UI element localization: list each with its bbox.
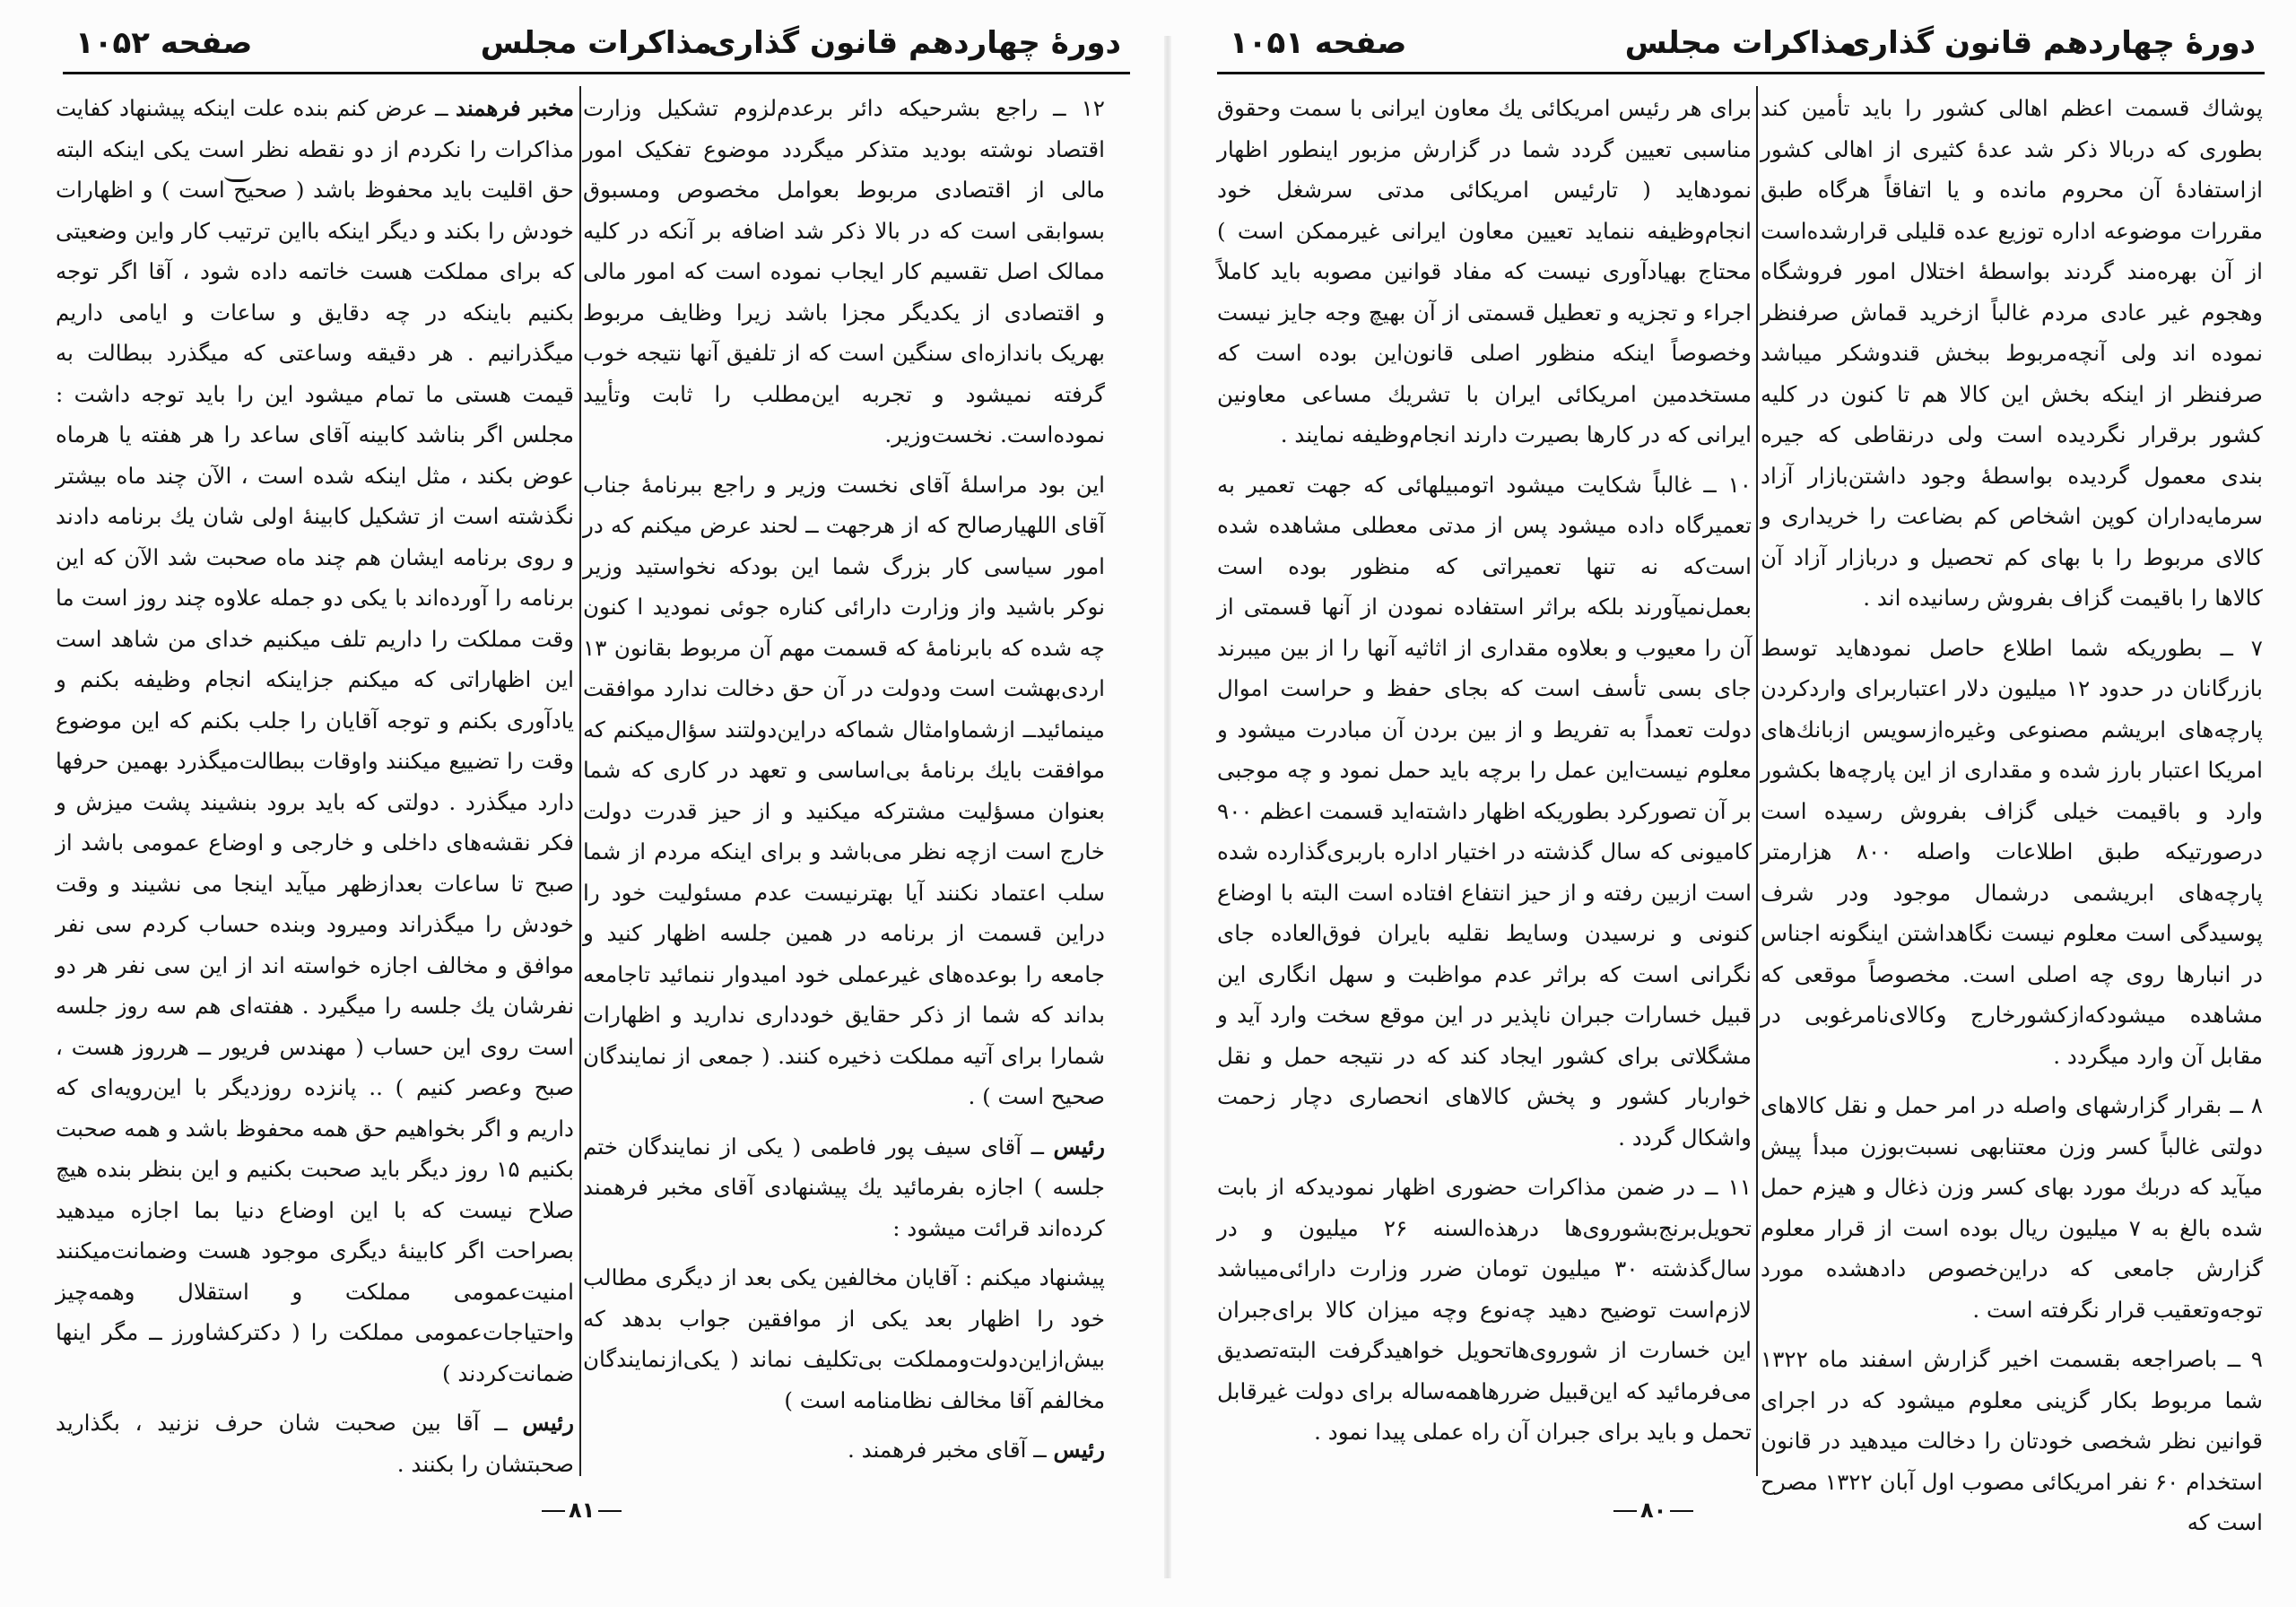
speaker-name: مخبر فرهمند bbox=[455, 95, 574, 121]
paragraph: ۷ ــ بطوریکه شما اطلاع حاصل نمودهاید توسط بازرگانان در حدود ۱۲ میلیون دلار اعتباربرای واردکردن پارچه‌های ابریشم مصنوعی وغیره‌ازسویس ازبانك‌های امریکا اعتبار بارز شده و مقداری از این پارچه‌ها بکشور وارد و باقیمت خیلی گزاف بفروش رسیده است درصورتیکه طبق اطلاعات واصله ۸۰۰ هزارمتر پارچه‌های ابریشمی درشمال موجود ودر شرف پوسیدگی است معلوم نیست نگاهداشتن اینگونه اجناس در انبارها روی چه اصلی است. مخصوصاً موقعی که مشاهده میشودکه‌ازکشورخارج وکالای‌نامرغوبی در مقابل آن وارد میگردد . bbox=[1761, 634, 2263, 1069]
speaker-name: رئیس bbox=[1053, 1437, 1105, 1463]
right-page-header bbox=[1217, 13, 2265, 74]
paragraph: ۸ ــ بقرار گزارشهای واصله در امر حمل و نقل کالاهای دولتی غالباً کسر وزن معتنابهی نسبت‌بوزن مبدأ پیش میآید که دربك مورد بهای کسر وزن ذغال و هیزم حمل شده بالغ به ۷ میلیون ریال بوده است از قرار معلوم گزارش جامعی که دراین‌خصوص دادهشده مورد توجه‌وتعقیب قرار نگرفته است . bbox=[1761, 1092, 2263, 1323]
right-header-page-label: صفحه ۱۰۵۱ bbox=[1230, 25, 1407, 61]
right-page-footer bbox=[1610, 1498, 1697, 1523]
right-page-column-left bbox=[1217, 88, 1752, 1496]
right-page-column-right bbox=[1761, 88, 2263, 1535]
speaker-name: رئیس bbox=[1053, 1133, 1105, 1160]
left-header-period: دورهٔ چهاردهم قانون گذاری bbox=[708, 25, 1121, 61]
paragraph: ۱۱ ــ در ضمن مذاکرات حضوری اظهار نمودیدکه از بابت تحویل‌برنج‌بشوروی‌ها درهذه‌السنه ۲۶ میلیون و در سال‌گذشته ۳۰ میلیون تومان ضرر وزارت دارائی‌میباشد لازم‌است توضیح دهید چه‌نوع وچه میزان کالا برای‌جبران این خسارت از شوروی‌ها‌تحویل خواهید‌گرفت البته‌تصدیق می‌فرمائید که این‌قبیل ضررها‌همه‌ساله برای دولت غیر‌قابل تحمل و باید برای جبران آن راه عملی پیدا نمود . bbox=[1217, 1174, 1752, 1445]
paragraph: این بود مراسلهٔ آقای نخست وزیر و راجع ببرنامهٔ جناب آقای اللهیار‌صالح که از هرجهت ــ لحند عرض میکنم که در امور سیاسی کار بزرگ شما این بودکه نخواستید وزیر نوکر باشید واز وزارت دارائی کناره جوئی نمودید ا کنون چه شده که بابرنامهٔ که قسمت مهم آن مربوط بقانون ۱۳ اردی‌بهشت است ودولت در آن حق دخالت ندارد موافقت مینمائید‌ــ ازشماوامثال شماکه دراین‌دولتند سؤال‌میکنم که موافقت بایك برنامهٔ بی‌اساسی و تعهد در کاری که شما بعنوان مسؤلیت مشترکه میکنید و از حیز قدرت دولت خارج است ازچه نظر می‌باشد و برای اینکه مردم از شما سلب اعتماد نکنند آیا بهتر‌نیست عدم مسئولیت خود را دراین قسمت از برنامه در همین جلسه اظهار کنید و جامعه را بوعده‌های غیرعملی خود امیدوار ننمائید تاجامعه بداند که شما از ذکر حقایق خودداری ندارید و اظهارات شمارا برای آتیه مملکت ذخیره کنند. ( جمعی از نمایندگان صحیح است ) . bbox=[583, 471, 1105, 1109]
handwritten-mark bbox=[224, 167, 251, 182]
paragraph: پیشنهاد میکنم : آقایان مخالفین یکی بعد از دیگری مطالب خود را اظهار بعد یکی از موافقین جواب بدهد که بیش‌ازاین‌دولت‌و‌مملکت بی‌تکلیف نماند ( یکی‌ازنمایندگان مخالفم آقا مخالف نظامنامه است ) bbox=[583, 1264, 1105, 1413]
paragraph: مخبر فرهمند ــ عرض کنم بنده علت اینکه پیشنهاد کفایت مذاکرات را نکردم از دو نقطه نظر است یکی اینکه البته حق اقلیت باید محفوظ باشد ( صحیح است ) و اظهارات خودش را بکند و دیگر اینکه بااین ترتیب کار واین وضعیتی که برای مملکت هست خاتمه داده شود ، آقا اگر توجه بکنیم باینکه در چه دقایق و ساعات و ایامی داریم میگذرانیم . هر دقیقه وساعتی که میگذرد ببطالت به قیمت هستی ما تمام میشود این را باید توجه داشت : مجلس اگر بناشد کابینه آقای ساعد را هر هفته یا هرماه عوض بکند ، مثل اینکه شده است ، الآن چند ماه بیشتر نگذشته است از تشکیل کابینهٔ اولی شان یك برنامه دادند و روی برنامه ایشان هم چند ماه صحبت شد الآن که این برنامه را آورده‌اند با یکی دو جمله علاوه چند روز است ما وقت مملکت را داریم تلف میکنیم خدای من شاهد است این اظهاراتی که میکنم جزاینکه انجام وظیفه بکنم و یادآوری بکنم و توجه آقایان را جلب بکنم که این موضوع وقت را تضییع میکنند واوقات ببطالت‌میگذرد بهمین حرفها دارد میگذرد . دولتی که باید برود بنشیند پشت میزش و فکر نقشه‌های داخلی و خارجی و اوضاع عمومی باشد از صبح تا ساعات بعدازظهر میآید اینجا می نشیند و وقت خودش را میگذراند ومیرود وبنده حساب کردم سی نفر موافق و مخالف اجازه خواسته اند از این سی نفر هر دو نفرشان یك جلسه را میگیرد . هفته‌ای هم سه روز جلسه است روی این حساب ( مهندس فریور ــ هرروز هست ، صبح وعصر کنیم ) .. پانزده روزدیگر با این‌رویه‌ای که داریم و اگر بخواهیم حق همه محفوظ باشد و همه صحبت بکنیم ۱۵ روز دیگر باید صحبت بکنیم و این بنظر بنده هیچ صلاح نیست که با این اوضاع دنیا بما اجازه میدهید بصراحت اگر کابینهٔ دیگری موجود هست وضمانت‌میکنند امنیت‌عمومی مملکت و استقلال وهمه‌چیز واحتیاجات‌عمومی مملکت را ( دکتر‌کشاورز ــ مگر اینها ضمانت‌کردند ) bbox=[56, 95, 574, 1386]
column-divider bbox=[579, 86, 581, 1476]
left-page-header bbox=[63, 13, 1130, 74]
book-gutter bbox=[1164, 36, 1171, 1578]
left-page-number: ۸۱ bbox=[569, 1498, 596, 1523]
right-header-title: مذاکرات مجلس bbox=[1624, 25, 1857, 61]
right-page-number: ۸۰ bbox=[1640, 1498, 1667, 1523]
left-header-title: مذاکرات مجلس bbox=[480, 25, 713, 61]
left-page-column-left bbox=[56, 88, 574, 1496]
paragraph: ۱۲ ــ راجع بشرحیکه دائر برعدم‌لزوم تشکیل وزارت اقتصاد نوشته بودید متذکر میگردد موضوع تفکیک امور مالی از اقتصادی مربوط بعوامل مخصوص ومسبوق بسوابقی است که در بالا ذکر شد اضافه بر آنکه در کلیه ممالک اصل تقسیم کار ایجاب نموده است که امور مالی و اقتصادی از یکدیگر مجزا باشد زیرا وظایف مربوط بهریک باندازه‌ای سنگین است که از تلفیق آنها نتیجه خوب گرفته نمیشود و تجربه این‌مطلب را ثابت وتأیید نموده‌است. نخست‌وزیر. bbox=[583, 95, 1105, 447]
paragraph: ۹ ــ باصراجعه بقسمت اخیر گزارش اسفند ماه ۱۳۲۲ شما مربوط بکار گزینی معلوم میشود که در اجرای قوانین نظر شخصی خودتان را دخالت میدهید در قانون استخدام ۶۰ نفر امریکائی مصوب اول آبان ۱۳۲۲ مصرح است که bbox=[1761, 1346, 2263, 1535]
paragraph: پوشاك قسمت اعظم اهالی کشور را باید تأمین کند بطوری که دربالا ذکر شد عدهٔ کثیری از اهالی کشور ازاستفادهٔ آن محروم مانده و یا اتفاقاً هرگاه طبق مقررات موضوعه اداره توزیع عده قلیلی قرارشده‌است از آن بهره‌مند گردند بواسطهٔ اختلال امور فروشگاه وهجوم غیر عادی مردم غالباً ازخرید قماش صرفنظر نموده اند ولی آنچه‌مربوط ببخش قندوشکر میباشد صرفنظر از اینکه بخش این کالا هم تا کنون در کلیه کشور برقرار نگردیده است ولی درنقاطی که جیره بندی معمول گردیده بواسطهٔ وجود داشتن‌بازار آزاد سرمایه‌داران کوپن اشخاص کم بضاعت را خریداری و کالای مربوط را با بهای کم تحصیل و دربازار آزاد آن کالاها را باقیمت گزاف بفروش رسانیده اند . bbox=[1761, 95, 2263, 611]
column-divider bbox=[1756, 86, 1758, 1476]
right-header-period: دورهٔ چهاردهم قانون گذاری bbox=[1842, 25, 2256, 61]
paragraph: ۱۰ ــ غالباً شکایت میشود اتومبیلهائی که جهت تعمیر به تعمیرگاه داده میشود پس از مدتی معطلی مشاهده شده است‌که نه تنها تعمیراتی که منظور بوده است بعمل‌نمیآورند بلکه براثر استفاده نمودن از آنها قسمتی از آن را معیوب و بعلاوه مقداری از اثاثیه آنها را از بین میبرند جای بسی تأسف است که بجای حفظ و حراست اموال دولت تعمداً به تفریط و از بین بردن آن مبادرت میشود و معلوم نیست‌این عمل را برچه باید حمل نمود و چه موجبی بر آن تصورکرد بطوریکه اظهار داشته‌اید قسمت اعظم ۹۰۰ کامیونی که سال گذشته در اختیار اداره باربری‌گذارده شده است ازبین رفته و از حیز انتفاع افتاده است البته با اوضاع کنونی و نرسیدن وسایط نقلیه بایران فوق‌العاده جای نگرانی است که براثر عدم مواظبت و سهل انگاری این قبیل خسارات جبران ناپذیر در این موقع سخت وارد آید و مشگلاتی برای کشور ایجاد کند که در نتیجه حمل و نقل خواربار کشور و پخش کالاهای انحصاری دچار زحمت واشکال گردد . bbox=[1217, 471, 1752, 1151]
speaker-name: رئیس bbox=[522, 1410, 574, 1436]
left-page-column-right bbox=[583, 88, 1105, 1496]
paragraph: رئیس ــ آقای سیف پور فاطمی ( یکی از نمایندگان ختم جلسه ) اجازه بفرمائید یك پیشنهادی آقای مخبر فرهمند کرده‌اند قرائت میشود : bbox=[583, 1133, 1105, 1241]
left-page-footer bbox=[538, 1498, 625, 1523]
paragraph: رئیس ــ آقای مخبر فرهمند . bbox=[847, 1437, 1105, 1463]
left-header-page-label: صفحه ۱۰۵۲ bbox=[75, 25, 253, 61]
paragraph: رئیس ــ آقا بین صحبت شان حرف نزنید ، بگذارید صحبتشان را بکنند . bbox=[56, 1410, 574, 1477]
paragraph: برای هر رئیس امریکائی یك معاون ایرانی با سمت وحقوق مناسبی تعیین گردد شما در گزارش مزبور اینطور اظهار نمودهاید ( تارئیس امریکائی مدتی سرشغل خود انجام‌وظیفه ننماید تعیین معاون ایرانی غیرممکن است ) محتاج بهیادآوری نیست که مفاد قوانین مصوبه باید کاملاً اجراء و تجزیه و تعطیل قسمتی از آن بهیچ وجه جایز نیست وخصوصاً اینکه منظور اصلی قانون‌این بوده است که مستخدمین امریکائی ایران با تشریك مساعی معاونین ایرانی که در کارها بصیرت دارند انجام‌وظیفه نمایند . bbox=[1217, 95, 1752, 447]
right-page bbox=[1179, 0, 2296, 1607]
